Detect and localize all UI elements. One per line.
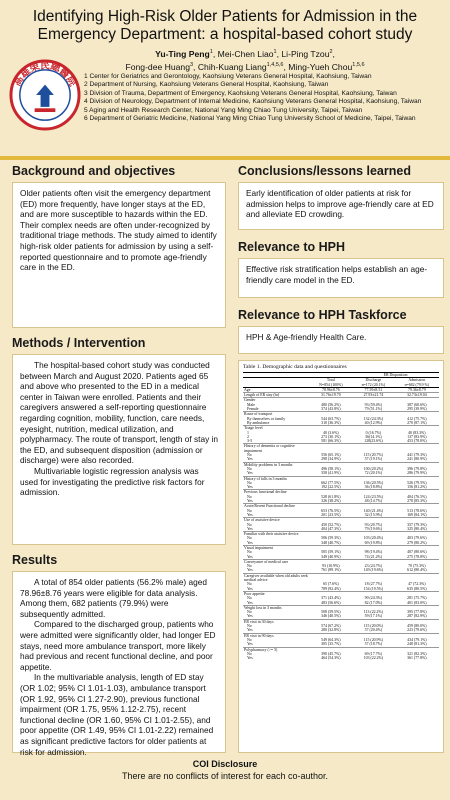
table-cell: 31.76±19.70 — [310, 393, 352, 398]
table-cell: 662 (77.5%) — [321, 480, 341, 485]
table-cell: 100 (20.2%) — [363, 466, 384, 471]
poster-title: Identifying High-Risk Older Patients for Admission in the Emergency Department: a hospital-based cohort study — [32, 8, 418, 43]
table-cell: 93 (10.9%) — [322, 564, 340, 569]
table-cell: Yes — [247, 554, 253, 559]
table-cell: 98 (19.4%) — [364, 550, 383, 555]
table-cell: 305 (35.7%) — [321, 642, 341, 647]
table-cell: 79.36±8.79 — [395, 387, 439, 392]
table-cell: 453 (78.0%) — [407, 439, 427, 444]
table-cell — [310, 573, 352, 582]
table-cell: 57 (19.1%) — [364, 457, 383, 462]
author-affiliation-mark: 1,4,5,6 — [266, 61, 284, 68]
svg-text:高雄榮民總醫院: 高雄榮民總醫院 — [12, 60, 78, 89]
affiliation-item: 1 Center for Geriatrics and Gerontology, Kaohsiung Veterans General Hospital, Kaohsiung, Taiwan — [84, 73, 372, 80]
author-name: Chih-Kuang Liang — [197, 61, 267, 72]
relevance-box — [238, 258, 444, 298]
table-cell: Yes — [247, 457, 253, 462]
table-cell: 79 (51.1%) — [364, 407, 383, 412]
table-cell: No — [247, 453, 252, 458]
table-cell: 549 (64.3%) — [321, 637, 341, 642]
table-cell: 526 (79.5%) — [407, 480, 427, 485]
table-cell: No — [247, 637, 252, 642]
table-cell: 156 (81.2%) — [407, 485, 427, 490]
table-cell: 395 (77.8%) — [407, 610, 427, 615]
table-cell: Poor appetite — [243, 591, 310, 596]
table-cell: 128(23.6%) — [364, 439, 383, 444]
table-cell: Yes — [247, 600, 253, 605]
table-cell: 57 (18.7%) — [364, 642, 383, 647]
table-cell: 48 (14.7%) — [364, 499, 383, 504]
results-box — [12, 571, 226, 757]
table-cell: ER visit in 90 days — [243, 633, 310, 638]
taskforce-box — [238, 326, 444, 354]
table-cell: 326 (38.2%) — [321, 499, 341, 504]
table-cell: No — [247, 596, 252, 601]
table-cell: 74 (21.2%) — [364, 554, 383, 559]
author-affiliation-mark: 1,5,6 — [352, 61, 365, 68]
coi-footer — [0, 757, 450, 800]
table-cell: Length of ER stay (hr) — [243, 393, 310, 398]
table-cell: No — [247, 480, 252, 485]
table-cell: Yes — [247, 628, 253, 633]
table-cell: 346 (40.5%) — [321, 614, 341, 619]
poster-header — [0, 0, 450, 160]
table-cell: 36 (18.8%) — [364, 485, 383, 490]
table-cell: No — [247, 494, 252, 499]
table-cell: 40 (3.6%) — [323, 430, 339, 435]
table-cell: 136 (20.5%) — [363, 480, 384, 485]
table-cell: 82 (17.0%) — [364, 600, 383, 605]
author-name: Fong-dee Huang — [125, 61, 190, 72]
table-cell: 513 (78.6%) — [407, 508, 427, 513]
background-title: Background and objectives — [12, 164, 176, 178]
table-cell: 78.96±8.76 — [310, 387, 352, 392]
table-cell — [352, 444, 395, 453]
table-cell: 349 (40.9%) — [321, 554, 341, 559]
table-cell: Yes — [247, 512, 253, 517]
relevance-title: Relevance to HPH — [238, 240, 345, 254]
table-cell: 270 (87.1%) — [407, 420, 427, 425]
table-cell: 132 (24.3%) — [363, 416, 384, 421]
table-cell: 544 (63.7%) — [321, 416, 341, 421]
author-name: Ming-Yueh Chou — [288, 61, 353, 72]
table-cell: 450 (52.7%) — [321, 522, 341, 527]
table-cell: 295 (39.9%) — [407, 407, 427, 412]
table-cell: 275 (78.8%) — [407, 554, 427, 559]
methods-box — [12, 354, 226, 545]
table-cell: 32 (15.9%) — [364, 512, 383, 517]
table-cell: No — [247, 522, 252, 527]
table-cell: Gender — [243, 398, 310, 403]
author-affiliation-mark: 1 — [273, 49, 277, 55]
table-cell: 483 (56.6%) — [321, 600, 341, 605]
table-cell: No — [247, 536, 252, 541]
table-cell: 241 (80.9%) — [407, 457, 427, 462]
table-cell: 434 (79.1%) — [407, 637, 427, 642]
table-row — [243, 573, 439, 582]
conclusions-text: Early identification of older patients at risk for admission helps to improve age-friendly care at ED and alleviate ED crowding. — [246, 188, 434, 220]
table-cell: 69 (17.7%) — [364, 651, 383, 656]
background-box — [12, 182, 226, 328]
table-row — [243, 656, 439, 660]
table-cell: 280 (32.8%) — [321, 628, 341, 633]
table-cell: Male — [247, 402, 255, 407]
results-paragraph-1: A total of 854 older patients (56.2% male) aged 78.96±8.76 years were eligible for data analysis. Among them, 682 patients (79.9%) were subsequently admitted. — [20, 577, 207, 619]
table-cell: 581 (66.3%) — [321, 439, 341, 444]
table-cell: 77.59±8.51 — [352, 387, 395, 392]
table-cell: Yes — [247, 540, 253, 545]
table-cell: 65 (7.6%) — [323, 582, 339, 587]
background-text: Older patients often visit the emergency department (ED) more frequently, have longer stays at the ED, and are more susceptible to hazards within the ED. Their complex needs are often under-recognized by traditional triage methods. The study aimed to identify high-risk older patients for admission by using a self-reported questionnaire and to promote age-friendly care in the ED. — [20, 188, 217, 273]
table-cell: Polypharmacy (>= 5) — [243, 647, 310, 652]
table-cell: 361 (77.8%) — [407, 656, 427, 661]
methods-paragraph-1: The hospital-based cohort study was conducted between March and August 2020. Patients aged 65 and above who presented to the ED in a medical center in Taiwan were enrolled. Patients and their caregivers answered a self-reporting questionnaire regarding cognition, mobility, function, care needs, eyesight, nutrition, medical utilization, and polypharmacy. The route of transport, length of stay in the ED, and subsequent disposition (admission or discharge) were also recorded. — [20, 360, 219, 466]
table-cell: Age — [243, 387, 310, 392]
table-cell: 40 (12.9%) — [364, 420, 383, 425]
table-cell: 115 (20.7%) — [363, 453, 384, 458]
table-column-header — [243, 378, 310, 388]
table-cell: 93 (20.7%) — [364, 522, 383, 527]
table-cell: 480 (56.2%) — [321, 402, 341, 407]
author-affiliation-mark: 1 — [209, 49, 213, 55]
affiliation-item: 5 Aging and Health Research Center, National Yang Ming Chiao Tung University, Taipei, Taiwan — [84, 106, 363, 114]
table-cell: 635 (80.5%) — [407, 586, 427, 591]
affiliation-item: 2 Department of Nursing, Kaohsiung Veterans General Hospital, Kaohsiung, Taiwan — [84, 81, 329, 89]
table-cell: Route of transport — [243, 412, 310, 417]
table-cell: 90 (24.3%) — [364, 596, 383, 601]
table-cell: 69 (19.8%) — [364, 540, 383, 545]
table-cell: 574 (67.2%) — [321, 624, 341, 629]
table-cell: 358 (41.9%) — [321, 471, 341, 476]
table-cell: 357 (79.3%) — [407, 522, 427, 527]
table-cell: 789 (92.4%) — [321, 586, 341, 591]
table-cell: 18 (27.7%) — [364, 582, 383, 587]
table-title: Table 1. Demographic data and questionnaires — [243, 364, 347, 370]
table-cell: Yes — [247, 568, 253, 573]
author-name: Mei-Chen Liao — [217, 48, 274, 59]
table-cell: Weight loss in 3 months — [243, 605, 310, 610]
table-column-header: Admission n=682 (79.9 %) — [395, 378, 439, 388]
table-cell: 321 (82.3%) — [407, 651, 427, 656]
table-cell: 325 (80.4%) — [407, 526, 427, 531]
table-cell: Familiar with their assistive device — [243, 532, 310, 537]
table-cell: 137 (83.9%) — [407, 434, 427, 439]
table-cell: 2 — [247, 434, 249, 439]
table-cell: By themselves or family — [247, 416, 286, 421]
table-cell: 396 (79.8%) — [407, 466, 427, 471]
table-cell: 390 (45.7%) — [321, 651, 341, 656]
relevance-text: Effective risk stratification helps establish an age-friendly care model in the ED. — [246, 264, 428, 285]
table-cell: Acute/Recent Functional decline — [243, 504, 310, 509]
table-cell: 32.73±19.04 — [395, 393, 439, 398]
table-cell: 404 (76.5%) — [407, 494, 427, 499]
table-cell: 59 (17.1%) — [364, 614, 383, 619]
table-cell: 407 (80.6%) — [407, 550, 427, 555]
table-cell: 115 (20.9%) — [363, 637, 384, 642]
table-cell: 192 (22.5%) — [321, 485, 341, 490]
table-cell: 47 (72.3%) — [408, 582, 426, 587]
table-cell: 0 (16.7%) — [365, 430, 382, 435]
table-cell: 506 (59.3%) — [321, 536, 341, 541]
table-cell: Yes — [247, 614, 253, 619]
conclusions-box — [238, 182, 444, 230]
table-cell: Use of assistive device — [243, 518, 310, 523]
table-cell: No — [247, 466, 252, 471]
affiliations — [84, 73, 446, 123]
coi-text: There are no conflicts of interest for each co-author. — [121, 771, 329, 781]
table-cell: 273 (30.1%) — [321, 434, 341, 439]
demographic-table-panel — [238, 360, 444, 753]
table-cell — [310, 444, 352, 453]
coi-title: COI Disclosure — [192, 759, 258, 769]
table-column-header: Total N=854 (100%) — [310, 378, 352, 388]
author-name: Li-Ping Tzou — [281, 48, 330, 59]
table-cell: 374 (43.8%) — [321, 407, 341, 412]
table-cell: 113 (22.2%) — [363, 610, 384, 615]
table-cell: 27.93±21.74 — [352, 393, 395, 398]
table-cell: 298 (34.9%) — [321, 457, 341, 462]
results-paragraph-3: In the multivariable analysis, length of ED stay (OR 1.02; 95% CI 1.01-1.03), ambulance transport (OR 1.92, 95% CI 1.27-2.90), previous functional impairment (OR 1.75, 95% 1.12-2.75), recent functional decline (OR 1.60, 95% CI 1.01-2.55), and poor appetite (OR 1.49, 95% CI 1.01-2.22) remained as significant predictive factors for older patients at risk for admission. — [20, 672, 214, 757]
table-cell: Female — [247, 407, 259, 412]
table-cell: 79 (19.6%) — [364, 526, 383, 531]
table-cell: 496 (58.1%) — [321, 466, 341, 471]
author-list: Yu-Ting Peng$^1$, Mei-Chen Liao$^1$, Li-Ping Tzou$^2$, Fong-dee Huang$^3$, Chih-Kuang Liang$^{1,4,5,6}$, Ming-Yueh Chou$^{1,5,6}$ — [125, 48, 365, 72]
table-cell: No — [247, 508, 252, 513]
table-cell: 612 (80.4%) — [407, 568, 427, 573]
table-cell: 149 (19.6%) — [363, 568, 384, 573]
author-affiliation-mark: 2 — [329, 49, 333, 55]
table-cell: No — [247, 651, 252, 656]
table-cell: Yes — [247, 526, 253, 531]
table-cell: By ambulance — [247, 420, 270, 425]
table-cell: 57 (20.4%) — [364, 628, 383, 633]
table-cell: 103 (20.4%) — [363, 536, 384, 541]
table-cell: No — [247, 564, 252, 569]
table-cell: 401 (83.0%) — [407, 600, 427, 605]
table-cell: Yes — [247, 656, 253, 661]
table-cell: 140 (21.4%) — [363, 508, 384, 513]
author-name: Yu-Ting Peng — [155, 48, 210, 59]
table-cell: 310 (36.3%) — [321, 420, 341, 425]
table-cell: Yes — [247, 642, 253, 647]
table-cell: 278 (85.3%) — [407, 499, 427, 504]
results-paragraph-2: Compared to the discharged group, patients who were admitted were significantly older, had longer ED stays, need more ambulance transport, more likely had previous and recent functional decline, and poor appetite. — [20, 619, 216, 672]
table-cell: 441 (79.3%) — [407, 453, 427, 458]
table-cell: 36(14.1%) — [365, 434, 382, 439]
table-cell: Caregiver available when old adults seek medical advice — [244, 573, 308, 583]
table-cell: History of falls in 3 months — [243, 476, 310, 481]
table-cell: 93 (59.4%) — [364, 402, 383, 407]
affiliation-item: 3 Division of Trauma, Department of Emergency, Kaohsiung Veterans General Hospital, Kaohsiung, Taiwan — [84, 89, 397, 97]
table-cell: Yes — [247, 485, 253, 490]
table-cell: 3-5 — [247, 439, 253, 444]
table-cell: 154 (19.5%) — [363, 586, 384, 591]
table-cell: 528 (61.8%) — [321, 494, 341, 499]
table-cell: No — [247, 582, 252, 587]
table-cell: Conveyance of medical care — [243, 559, 310, 564]
taskforce-title: Relevance to HPH Taskforce — [238, 308, 407, 322]
table-cell: 387 (60.6%) — [407, 402, 427, 407]
table-cell — [352, 573, 395, 582]
table-cell: 371 (43.4%) — [321, 596, 341, 601]
taskforce-text: HPH & Age-friendly Health Care. — [246, 332, 367, 342]
table-cell — [395, 573, 439, 582]
table-cell: 23 (24.7%) — [364, 564, 383, 569]
table-cell: 103 (22.2%) — [363, 656, 384, 661]
methods-title: Methods / Intervention — [12, 336, 146, 350]
table-cell: No — [247, 624, 252, 629]
hospital-logo-icon — [8, 58, 82, 132]
table-cell: Yes — [247, 471, 253, 476]
table-cell: 201 (23.5%) — [321, 512, 341, 517]
table-cell: 508 (59.5%) — [321, 610, 341, 615]
table-cell: 403 (79.6%) — [407, 536, 427, 541]
table-cell: 464 (54.3%) — [321, 656, 341, 661]
methods-paragraph-2: Multivariable logistic regression analysis was used for investigating the predictive risk factors for admission. — [20, 465, 205, 498]
table-cell: No — [247, 610, 252, 615]
table-cell: 169 (84.1%) — [407, 512, 427, 517]
table-cell: Previous functional decline — [243, 490, 310, 495]
table-cell: 248 (81.3%) — [407, 642, 427, 647]
demographic-table — [243, 372, 439, 660]
table-cell: Yes — [247, 586, 253, 591]
table-cell: 287 (82.9%) — [407, 614, 427, 619]
table-cell: ER visit in 30 days — [243, 619, 310, 624]
table-cell: 124 (23.5%) — [363, 494, 384, 499]
table-cell: 412 (75.7%) — [407, 416, 427, 421]
table-cell: 348 (40.7%) — [321, 540, 341, 545]
table-cell: Yes — [247, 499, 253, 504]
table-cell: 286 (79.9%) — [407, 471, 427, 476]
table-cell: No — [247, 550, 252, 555]
table-cell: 556 (65.1%) — [321, 453, 341, 458]
table-cell: 1 — [247, 430, 249, 435]
table-cell — [395, 444, 439, 453]
table-row — [243, 444, 439, 453]
table-cell: 40 (83.3%) — [408, 430, 426, 435]
table-cell: Mobility problems in 3 months — [243, 462, 310, 467]
table-cell: 281 (75.7%) — [407, 596, 427, 601]
table-cell: 115 (20.0%) — [363, 624, 384, 629]
table-cell: History of dementia or cognitive impairment — [243, 444, 310, 453]
table-cell: 70 (75.3%) — [408, 564, 426, 569]
header-divider — [0, 156, 450, 160]
table-cell: 223 (79.6%) — [407, 628, 427, 633]
table-cell: 653 (76.5%) — [321, 508, 341, 513]
table-cell: 404 (47.3%) — [321, 526, 341, 531]
results-title: Results — [12, 553, 58, 567]
table-cell: Visual impairment — [243, 545, 310, 550]
table-cell: Triage level — [243, 426, 310, 431]
table-cell: 72 (20.1%) — [364, 471, 383, 476]
table-column-header: Discharge n=172 (20.1%) — [352, 378, 395, 388]
affiliation-item: 4 Division of Neurology, Department of Internal Medicine, Kaohsiung Veterans General Hospital, Kaohsiung, Taiwan — [84, 98, 422, 106]
conclusions-title: Conclusions/lessons learned — [238, 164, 411, 178]
table-group-header: ER Disposition — [352, 373, 439, 378]
table-cell: 761 (89.1%) — [321, 568, 341, 573]
table-cell: 279 (80.2%) — [407, 540, 427, 545]
author-affiliation-mark: 3 — [189, 61, 194, 68]
table-cell: 459 (80.0%) — [407, 624, 427, 629]
affiliation-item: 6 Department of Geriatric Medicine, National Yang Ming Chiao Tung University School of Medicine, Taipei, Taiwan — [84, 115, 416, 123]
table-cell: 505 (59.1%) — [321, 550, 341, 555]
